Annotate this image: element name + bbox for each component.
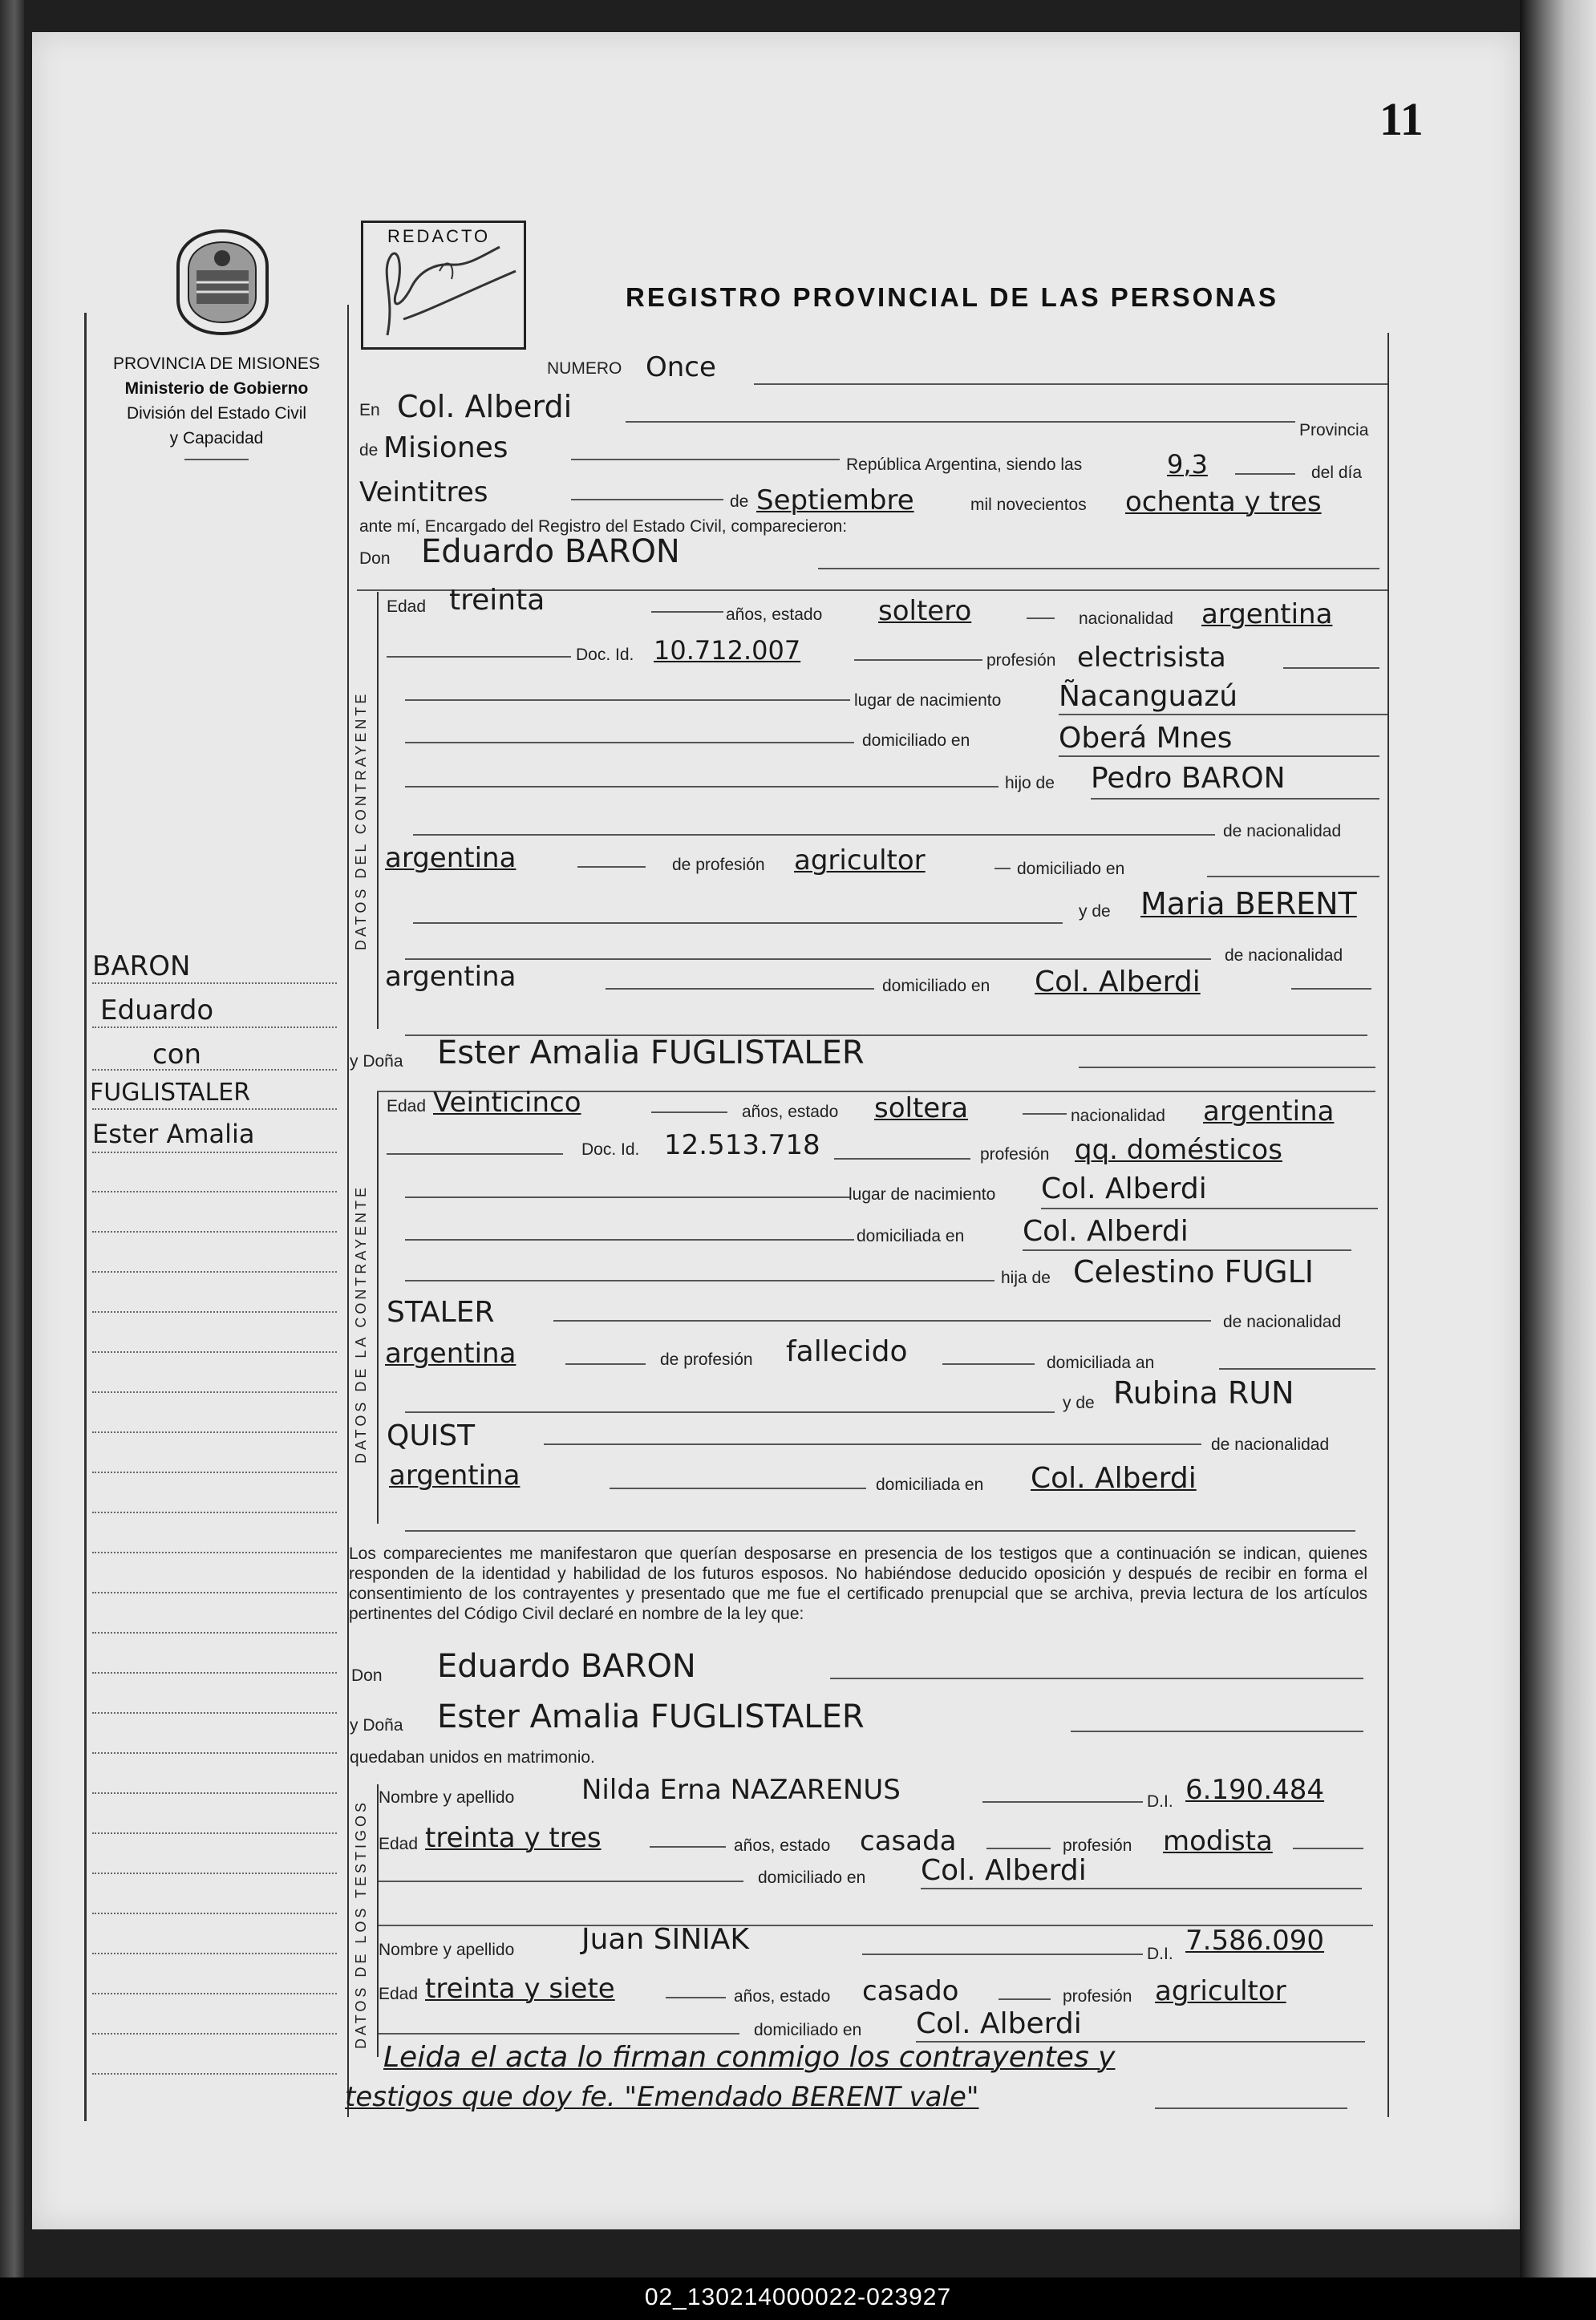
province-value: Misiones — [383, 431, 508, 464]
margin-line — [92, 1271, 337, 1273]
witness2-di: 7.586.090 — [1185, 1925, 1325, 1957]
place-value: Col. Alberdi — [397, 389, 573, 424]
bride-mother-address: Col. Alberdi — [1031, 1462, 1197, 1495]
margin-line — [92, 1672, 337, 1674]
bride-father-line2: STALER — [387, 1296, 495, 1329]
margin-line — [92, 1993, 337, 1994]
groom-edad-label: Edad — [387, 597, 427, 616]
bride-nationality: argentina — [1203, 1095, 1335, 1128]
bride-address-line — [1023, 1249, 1351, 1251]
groom-name-line — [818, 568, 1379, 569]
bride-father-nat-line — [565, 1363, 646, 1365]
groom-mother-nat-label: de nacionalidad — [1225, 946, 1343, 965]
day-value: Veintitres — [359, 476, 488, 508]
groom-father-dom-line — [1207, 876, 1379, 877]
bride-father-line1: Celestino FUGLI — [1073, 1254, 1314, 1290]
margin-line — [92, 2073, 337, 2075]
groom-address-line — [1059, 755, 1379, 757]
margin-line — [92, 1592, 337, 1593]
bride-section-label: DATOS DE LA CONTRAYENTE — [353, 1184, 369, 1464]
witness2-edad-label: Edad — [379, 1985, 419, 2003]
groom-father-dom-label: domiciliado en — [1017, 860, 1125, 878]
groom-father-prof-line — [994, 868, 1011, 869]
bride-age-line — [651, 1111, 727, 1113]
groom-mother-nat-line — [606, 988, 874, 990]
groom-mother-dom-label: domiciliado en — [882, 977, 990, 995]
groom-mother-nationality: argentina — [385, 961, 516, 993]
margin-line — [92, 1231, 337, 1233]
bride-father-profesion-label: de profesión — [660, 1350, 753, 1369]
groom-father-nat-label: de nacionalidad — [1223, 822, 1342, 840]
witness1-status-line — [986, 1848, 1051, 1849]
witness2-profesion-label: profesión — [1063, 1987, 1132, 2006]
margin-line — [92, 1431, 337, 1433]
margin-divider-line — [347, 305, 349, 2117]
margin-line — [92, 1632, 337, 1634]
witness1-prof-line — [1293, 1848, 1363, 1849]
bride-birthplace: Col. Alberdi — [1041, 1172, 1207, 1205]
bride-block-line — [377, 1091, 379, 1524]
witness-block-line — [377, 1784, 379, 2057]
margin-line — [92, 1069, 337, 1071]
dona-label: y Doña — [350, 1052, 403, 1071]
bride-mother-nat-lead-line — [544, 1443, 1201, 1445]
witness1-age: treinta y tres — [425, 1822, 602, 1854]
signature-icon — [363, 223, 524, 347]
bride-domiciliada-label: domiciliada en — [857, 1227, 965, 1245]
witness2-name-label: Nombre y apellido — [379, 1941, 515, 1959]
de2-label: de — [730, 492, 749, 511]
margin-line — [92, 1152, 337, 1153]
witness1-anos-label: años, estado — [734, 1836, 831, 1855]
bride-dom-lead-line — [405, 1239, 854, 1241]
bride-father-profession: fallecido — [786, 1335, 908, 1368]
groom-name: Eduardo BARON — [421, 533, 680, 570]
margin-con: con — [152, 1039, 202, 1071]
witness-section-label: DATOS DE LOS TESTIGOS — [353, 1799, 369, 2049]
groom-dom-lead-line — [405, 742, 854, 743]
groom-birth-lead-line — [405, 699, 850, 701]
book-edge-right — [1520, 0, 1596, 2320]
bride-mother-dom-label: domiciliada en — [876, 1476, 984, 1494]
bride-nacionalidad-label: nacionalidad — [1071, 1107, 1165, 1125]
groom-domiciliado-label: domiciliado en — [862, 731, 970, 750]
page-number: 11 — [1379, 93, 1424, 145]
ante-mi-text: ante mí, Encargado del Registro del Estado Civil, comparecieron: — [359, 517, 848, 536]
margin-line — [92, 1913, 337, 1914]
closing-line-1: Leida el acta lo firman conmigo los contrayentes y — [383, 2041, 1116, 2074]
witness2-anos-label: años, estado — [734, 1987, 831, 2006]
witness1-profesion-label: profesión — [1063, 1836, 1132, 1855]
groom-address: Oberá Mnes — [1059, 722, 1233, 755]
bride-father-nationality: argentina — [385, 1338, 516, 1370]
bride-profession: qq. domésticos — [1075, 1134, 1282, 1166]
groom-father-nat-line — [577, 866, 646, 868]
bride-y-de-label: y de — [1063, 1394, 1095, 1412]
bride-father-dom-line — [1219, 1368, 1375, 1370]
margin-line — [92, 1792, 337, 1794]
groom-mother: Maria BERENT — [1140, 886, 1357, 921]
bride-mother-line1: Rubina RUN — [1113, 1375, 1294, 1411]
witness2-address: Col. Alberdi — [916, 2007, 1082, 2040]
book-binding-left — [0, 0, 24, 2320]
groom-father-profesion-label: de profesión — [672, 856, 765, 874]
groom-mother-lead-line — [413, 922, 1063, 924]
year-value: ochenta y tres — [1125, 486, 1322, 518]
bride-birth-lead-line — [405, 1196, 850, 1198]
groom-father-nationality: argentina — [385, 842, 516, 874]
groom-lugar-label: lugar de nacimiento — [854, 691, 1002, 710]
numero-value: Once — [646, 351, 716, 383]
groom-father-line — [1091, 798, 1379, 800]
bride-section-bottom-line — [405, 1530, 1355, 1532]
declaration-dona-label: y Doña — [350, 1716, 403, 1735]
witness2-name: Juan SINIAK — [581, 1923, 750, 1956]
closing-line-end — [1155, 2107, 1347, 2109]
margin-line — [92, 982, 337, 984]
bride-age: Veinticinco — [433, 1087, 581, 1119]
don-label: Don — [359, 549, 391, 568]
bride-mother-nat-line — [610, 1488, 866, 1489]
witness1-address: Col. Alberdi — [921, 1854, 1087, 1887]
groom-status: soltero — [878, 595, 972, 627]
margin-line — [92, 1472, 337, 1473]
en-label: En — [359, 401, 380, 419]
header-divider — [184, 459, 249, 460]
margin-line — [92, 1311, 337, 1313]
statement-paragraph: Los comparecientes me manifestaron que querían desposarse en presencia de los testigos que a continuación se indican, quienes responden de la identidad y habilidad de los futuros esposos. No habiéndose deducido oposición y después de recibir en forma el consentimiento de los contrayentes y presentado que me fue el certificado prenupcial que se archiva, previa lectura de los artículos pertinentes del Código Civil declaré en nombre de la ley que: — [349, 1545, 1367, 1623]
bride-mother-lead-line — [405, 1411, 1055, 1413]
bride-doc-lead-line — [387, 1153, 563, 1155]
declaration-groom: Eduardo BARON — [437, 1648, 696, 1685]
groom-father: Pedro BARON — [1091, 762, 1286, 795]
margin-name-groom: Eduardo — [100, 994, 214, 1026]
groom-hijo-label: hijo de — [1005, 774, 1055, 792]
document-title: REGISTRO PROVINCIAL DE LAS PERSONAS — [626, 282, 1278, 312]
hour-value: 9,3 — [1167, 449, 1208, 480]
province-line — [571, 459, 840, 460]
margin-line — [92, 1391, 337, 1393]
witness1-name-label: Nombre y apellido — [379, 1788, 515, 1807]
margin-line — [92, 1953, 337, 1954]
stamp-label: REDACTO — [387, 226, 491, 246]
bride-mother-nat-label: de nacionalidad — [1211, 1435, 1330, 1454]
witness1-di-label: D.I. — [1147, 1792, 1173, 1811]
witness2-di-label: D.I. — [1147, 1945, 1173, 1963]
numero-label: NUMERO — [547, 359, 622, 378]
bride-father-prof-line — [942, 1363, 1035, 1365]
witness1-di: 6.190.484 — [1185, 1774, 1325, 1806]
groom-mother-nat-lead-line — [405, 958, 1211, 960]
witness2-age-line — [666, 1997, 726, 1998]
witness1-age-line — [650, 1846, 726, 1848]
groom-doc-lead-line — [387, 656, 571, 658]
groom-doc-label: Doc. Id. — [576, 646, 634, 664]
margin-line — [92, 2033, 337, 2035]
month-value: Septiembre — [756, 484, 914, 516]
margin-line — [92, 1026, 337, 1028]
margin-surname-bride: FUGLISTALER — [90, 1079, 251, 1107]
province-name: PROVINCIA DE MISIONES — [113, 354, 320, 373]
groom-mother-dom-line — [1291, 988, 1371, 990]
bride-edad-label: Edad — [387, 1097, 427, 1115]
witness2-domiciliado-label: domiciliado en — [754, 2021, 862, 2039]
witness1-status: casada — [860, 1825, 957, 1857]
left-margin-line — [84, 313, 87, 2121]
witness1-domiciliado-label: domiciliado en — [758, 1869, 866, 1887]
groom-father-profession: agricultor — [794, 844, 926, 877]
margin-line — [92, 1752, 337, 1754]
bride-doc-line — [834, 1158, 970, 1160]
witness2-age: treinta y siete — [425, 1973, 615, 2005]
groom-father-nat-lead-line — [413, 834, 1215, 836]
closing-line-2: testigos que doy fe. "Emendado BERENT vale" — [345, 2081, 979, 2113]
groom-doc-line — [854, 659, 982, 661]
bride-doc: 12.513.718 — [664, 1129, 820, 1161]
declaration-bride-line — [1071, 1731, 1363, 1732]
bride-lugar-label: lugar de nacimiento — [849, 1185, 996, 1204]
bride-father-nat-lead-line — [553, 1320, 1211, 1322]
margin-line — [92, 1873, 337, 1874]
issuing-authority — [88, 351, 345, 460]
numero-line — [754, 383, 1387, 385]
ministry-name: Ministerio de Gobierno — [124, 379, 309, 398]
groom-birthplace: Ñacanguazú — [1059, 680, 1238, 713]
groom-nacionalidad-label: nacionalidad — [1079, 609, 1173, 628]
bride-status-line — [1023, 1113, 1067, 1115]
margin-line — [92, 1191, 337, 1192]
groom-doc: 10.712.007 — [654, 635, 801, 666]
margin-line — [92, 1512, 337, 1513]
groom-nationality: argentina — [1201, 598, 1333, 630]
declaration-bride: Ester Amalia FUGLISTALER — [437, 1698, 865, 1735]
groom-birthplace-line — [1059, 714, 1387, 715]
redacto-stamp — [361, 221, 526, 350]
groom-anos-label: años, estado — [726, 605, 823, 624]
provincial-seal-icon — [172, 226, 273, 338]
de-label: de — [359, 441, 379, 460]
witness1-address-line — [921, 1888, 1362, 1889]
groom-y-de-label: y de — [1079, 902, 1111, 921]
bride-mother-nationality: argentina — [389, 1460, 521, 1492]
witness1-name: Nilda Erna NAZARENUS — [581, 1774, 901, 1806]
witness1-name-line — [982, 1801, 1143, 1803]
groom-mother-address: Col. Alberdi — [1035, 966, 1201, 998]
bride-profesion-label: profesión — [980, 1145, 1050, 1164]
margin-line — [92, 1351, 337, 1353]
hour-line — [1235, 473, 1295, 475]
witness2-profession: agricultor — [1155, 1975, 1286, 2007]
witness1-profession: modista — [1163, 1825, 1273, 1857]
witness1-edad-label: Edad — [379, 1835, 419, 1853]
groom-profession: electrisista — [1077, 642, 1226, 674]
del-dia-label: del día — [1311, 464, 1363, 482]
declaration-groom-line — [830, 1678, 1363, 1679]
bride-mother-line2: QUIST — [387, 1419, 476, 1452]
division-name: División del Estado Civil — [126, 404, 307, 423]
groom-status-line — [1027, 617, 1055, 619]
day-line — [571, 499, 723, 500]
groom-profesion-label: profesión — [986, 651, 1056, 670]
witness1-dom-lead-line — [379, 1881, 743, 1882]
bride-doc-label: Doc. Id. — [581, 1140, 640, 1159]
bride-name: Ester Amalia FUGLISTALER — [437, 1034, 865, 1071]
mil-novecientos-label: mil novecientos — [970, 496, 1087, 514]
provincia-label: Provincia — [1299, 421, 1369, 439]
bride-hija-label: hija de — [1001, 1269, 1051, 1287]
groom-age-line — [651, 611, 723, 613]
margin-line — [92, 1712, 337, 1714]
margin-line — [92, 1108, 337, 1110]
witness2-name-line — [862, 1954, 1143, 1955]
right-frame-line — [1387, 333, 1389, 2117]
groom-profession-line — [1283, 667, 1379, 669]
place-line — [626, 421, 1295, 423]
bride-father-dom-label: domiciliada an — [1047, 1354, 1155, 1372]
bride-birthplace-line — [1041, 1208, 1378, 1209]
witness2-status-line — [999, 1998, 1051, 2000]
capacity-name: y Capacidad — [169, 429, 264, 447]
bride-father-nat-label: de nacionalidad — [1223, 1313, 1342, 1331]
image-identifier: 02_130214000022-023927 — [644, 2284, 952, 2310]
bride-father-lead-line — [405, 1280, 994, 1281]
groom-block-line — [377, 592, 379, 1029]
witness2-dom-lead-line — [379, 2033, 739, 2035]
bride-status: soltera — [874, 1092, 969, 1124]
bride-name-line — [1079, 1067, 1375, 1068]
groom-father-lead-line — [405, 786, 999, 788]
margin-line — [92, 1832, 337, 1834]
declaration-don-label: Don — [351, 1666, 383, 1685]
republica-label: República Argentina, siendo las — [846, 455, 1083, 474]
margin-surname-groom: BARON — [92, 950, 191, 982]
groom-age: treinta — [449, 584, 545, 617]
margin-line — [92, 1552, 337, 1553]
margin-name-bride: Ester Amalia — [92, 1119, 255, 1149]
witness2-status: casado — [862, 1975, 959, 2007]
quedaban-text: quedaban unidos en matrimonio. — [350, 1748, 595, 1767]
bride-anos-label: años, estado — [742, 1103, 839, 1121]
groom-section-label: DATOS DEL CONTRAYENTE — [353, 690, 369, 950]
bride-address: Col. Alberdi — [1023, 1215, 1189, 1248]
